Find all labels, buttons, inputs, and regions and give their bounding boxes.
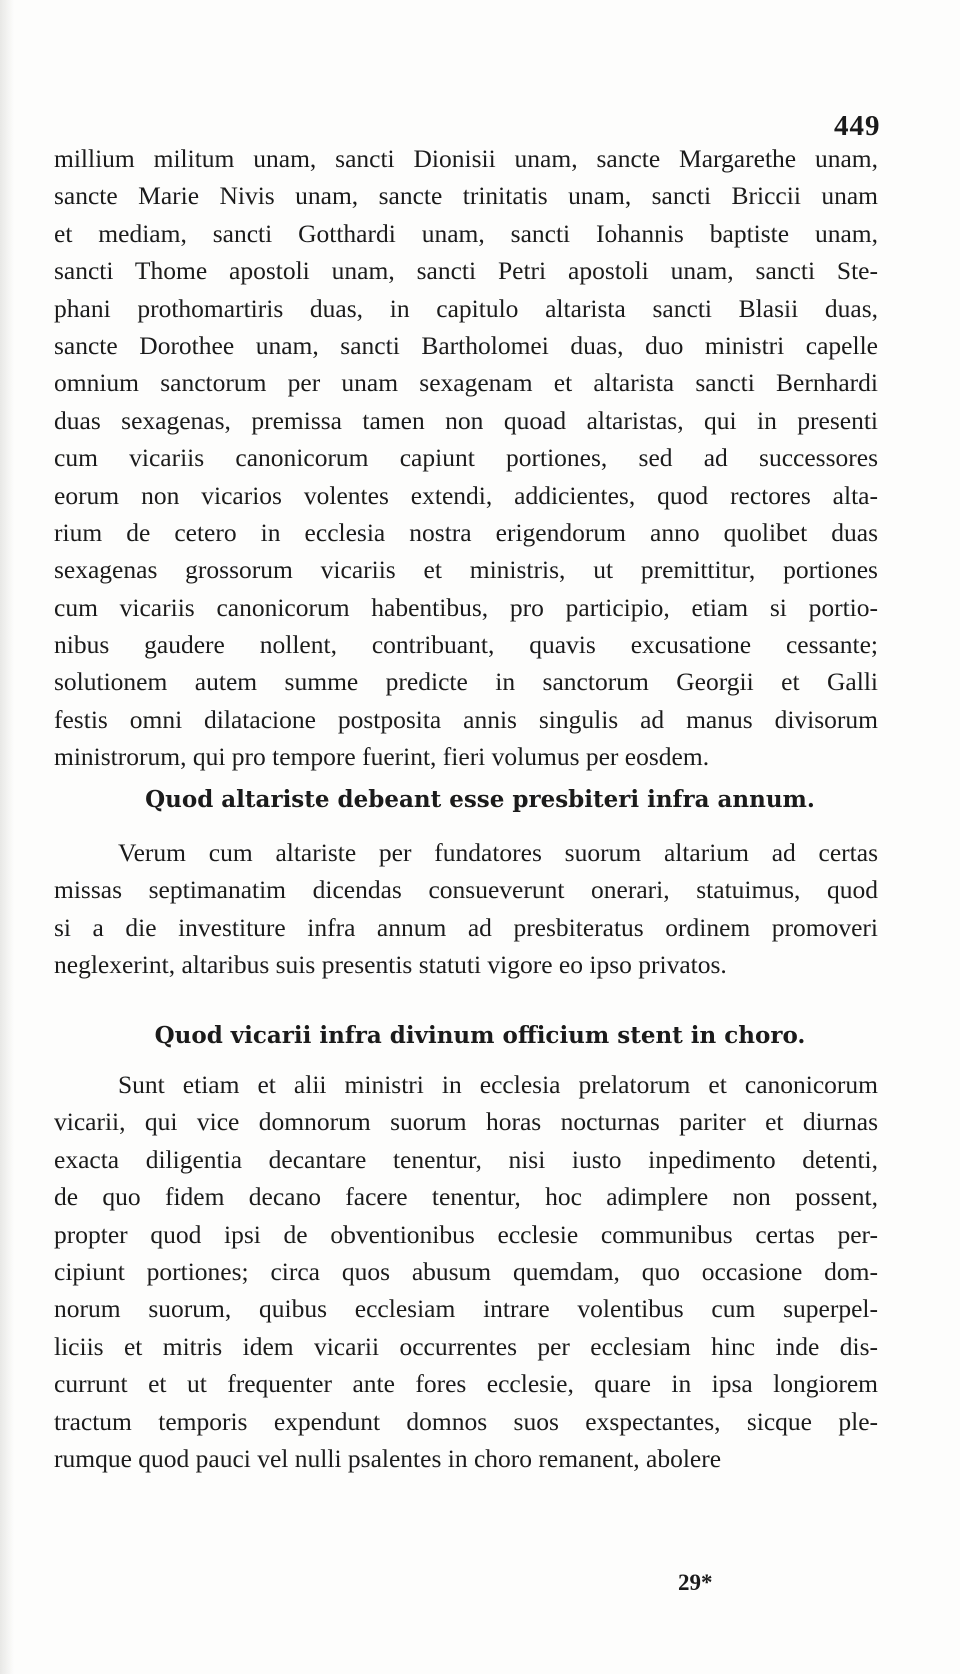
text-line: Sunt etiam et alii ministri in ecclesia prelatorum et canonicorum xyxy=(118,1070,878,1099)
text-line: eorum non vicarios volentes extendi, addicientes, quod rectores alta- xyxy=(54,480,878,510)
section-heading-1: Quod altariste debeant esse presbiteri infra annum. xyxy=(145,786,815,813)
text-line: de quo fidem decano facere tenentur, hoc adimplere non possent, xyxy=(54,1182,878,1212)
text-line: norum suorum, quibus ecclesiam intrare volentibus cum superpel- xyxy=(54,1294,878,1324)
text-line: sancte Marie Nivis unam, sancte trinitatis unam, sancti Briccii unam xyxy=(54,181,878,211)
text-line: propter quod ipsi de obventionibus ecclesie communibus certas per- xyxy=(54,1219,878,1249)
paragraph-3 xyxy=(54,1066,878,1477)
text-line: neglexerint, altaribus suis presentis statuti vigore eo ipso privatos. xyxy=(54,950,727,980)
text-line: tractum temporis expendunt domnos suos exspectantes, sicque ple- xyxy=(54,1406,878,1436)
text-line: currunt et ut frequenter ante fores ecclesie, quare in ipsa longiorem xyxy=(54,1369,878,1399)
text-line: exacta diligentia decantare tenentur, nisi iusto inpedimento detenti, xyxy=(54,1144,878,1174)
text-line: festis omni dilatacione postposita annis singulis ad manus divisorum xyxy=(54,704,878,734)
paragraph-1 xyxy=(54,140,878,776)
page-number: 449 xyxy=(834,110,881,142)
paragraph-2 xyxy=(54,834,878,984)
text-line: sexagenas grossorum vicariis et ministris, ut premittitur, portiones xyxy=(54,555,878,585)
text-line: liciis et mitris idem vicarii occurrentes per ecclesiam hinc inde dis- xyxy=(54,1331,878,1361)
signature-mark: 29* xyxy=(678,1570,713,1595)
page-edge-shadow xyxy=(0,0,14,1674)
text-line: nibus gaudere nollent, contribuant, quavis excusatione cessante; xyxy=(54,630,878,660)
text-line: vicarii, qui vice domnorum suorum horas nocturnas pariter et diurnas xyxy=(54,1107,878,1137)
text-line: et mediam, sancti Gotthardi unam, sancti Iohannis baptiste unam, xyxy=(54,218,878,248)
text-line: millium militum unam, sancti Dionisii unam, sancte Margarethe unam, xyxy=(54,144,878,173)
text-line: ministrorum, qui pro tempore fuerint, fieri volumus per eosdem. xyxy=(54,742,710,772)
text-line: missas septimanatim dicendas consueverunt onerari, statuimus, quod xyxy=(54,875,878,905)
text-line: omnium sanctorum per unam sexagenam et altarista sancti Bernhardi xyxy=(54,368,878,398)
text-line: rium de cetero in ecclesia nostra erigendorum anno quolibet duas xyxy=(54,517,878,547)
text-line: Verum cum altariste per fundatores suorum altarium ad certas xyxy=(118,838,878,867)
text-line: cum vicariis canonicorum habentibus, pro participio, etiam si portio- xyxy=(54,592,878,622)
text-line: rumque quod pauci vel nulli psalentes in choro remanent, abolere xyxy=(54,1443,722,1473)
text-line: si a die investiture infra annum ad presbiteratus ordinem promoveri xyxy=(54,912,878,942)
section-heading-2: Quod vicarii infra divinum officium stent in choro. xyxy=(154,1022,806,1049)
text-line: sancte Dorothee unam, sancti Bartholomei duas, duo ministri capelle xyxy=(54,330,878,360)
text-line: sancti Thome apostoli unam, sancti Petri apostoli unam, sancti Ste- xyxy=(54,256,878,286)
text-line: duas sexagenas, premissa tamen non quoad altaristas, qui in presenti xyxy=(54,405,878,435)
text-line: cum vicariis canonicorum capiunt portiones, sed ad successores xyxy=(54,443,878,473)
text-line: cipiunt portiones; circa quos abusum quemdam, quo occasione dom- xyxy=(54,1256,878,1286)
text-line: solutionem autem summe predicte in sanctorum Georgii et Galli xyxy=(54,667,878,697)
text-line: phani prothomartiris duas, in capitulo altarista sancti Blasii duas, xyxy=(54,293,878,323)
